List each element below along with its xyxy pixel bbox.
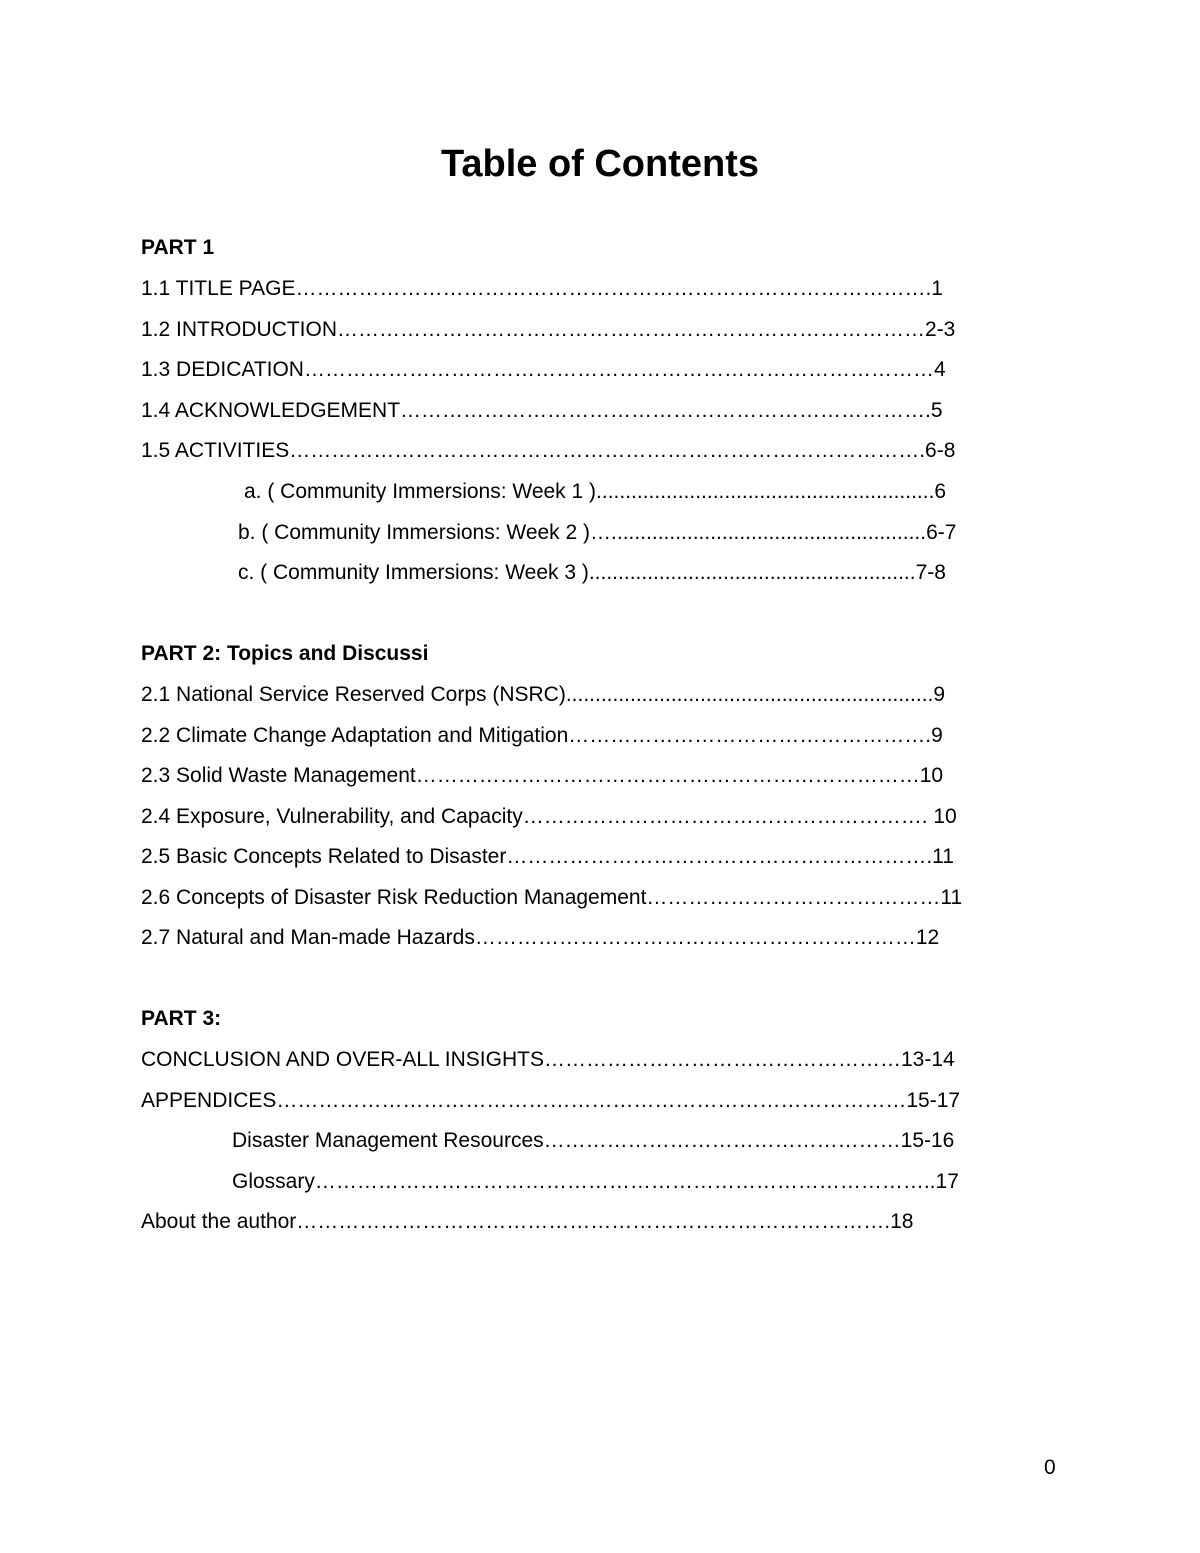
toc-subentry-week-1: a. ( Community Immersions: Week 1 )..........................................................6 [244,480,947,503]
toc-entry-exposure: 2.4 Exposure, Vulnerability, and Capacity…………………………………………………. 10 [141,805,957,828]
toc-entry-activities: 1.5 ACTIVITIES……………………………………………………………………………….6-8 [141,439,956,462]
toc-entry-about-author: About the author………………………………………………………………………….18 [141,1210,914,1233]
page-number: 0 [1044,1456,1056,1479]
page-title: Table of Contents [440,143,760,185]
toc-subentry-week-2: b. ( Community Immersions: Week 2 )…......................................................6-7 [238,521,957,544]
toc-entry-acknowledgement: 1.4 ACKNOWLEDGEMENT………………………………………………………………….5 [141,399,943,422]
toc-subentry-week-3: c. ( Community Immersions: Week 3 )........................................................7-8 [238,561,946,584]
toc-subentry-glossary: Glossary……………………………………………………………………………..17 [232,1170,959,1193]
toc-entry-title-page: 1.1 TITLE PAGE……………………………………………………………………………….1 [141,277,943,300]
part2-heading: PART 2: Topics and Discussi [141,642,429,665]
toc-entry-basic-concepts: 2.5 Basic Concepts Related to Disaster…………………………………………………….11 [141,845,954,868]
toc-entry-solid-waste: 2.3 Solid Waste Management………………………………………………………………10 [141,764,944,787]
toc-entry-hazards: 2.7 Natural and Man-made Hazards………………………………………………………12 [141,926,940,949]
part1-heading: PART 1 [141,236,215,259]
toc-subentry-resources: Disaster Management Resources……………………………………………15-16 [232,1129,955,1152]
toc-entry-appendices: APPENDICES………………………………………………………………………………15-17 [141,1089,961,1112]
toc-entry-conclusion: CONCLUSION AND OVER-ALL INSIGHTS……………………………………………13-14 [141,1048,955,1071]
toc-entry-drrm: 2.6 Concepts of Disaster Risk Reduction Management……………………………………11 [141,886,963,909]
part3-heading: PART 3: [141,1007,222,1030]
toc-entry-dedication: 1.3 DEDICATION………………………………………………………………………………4 [141,358,946,381]
toc-entry-introduction: 1.2 INTRODUCTION…………………………………………………………………………2-3 [141,318,956,341]
toc-entry-nsrc: 2.1 National Service Reserved Corps (NSRC)...............................................................9 [141,683,946,706]
toc-entry-climate-change: 2.2 Climate Change Adaptation and Mitigation…………………………………………….9 [141,724,943,747]
